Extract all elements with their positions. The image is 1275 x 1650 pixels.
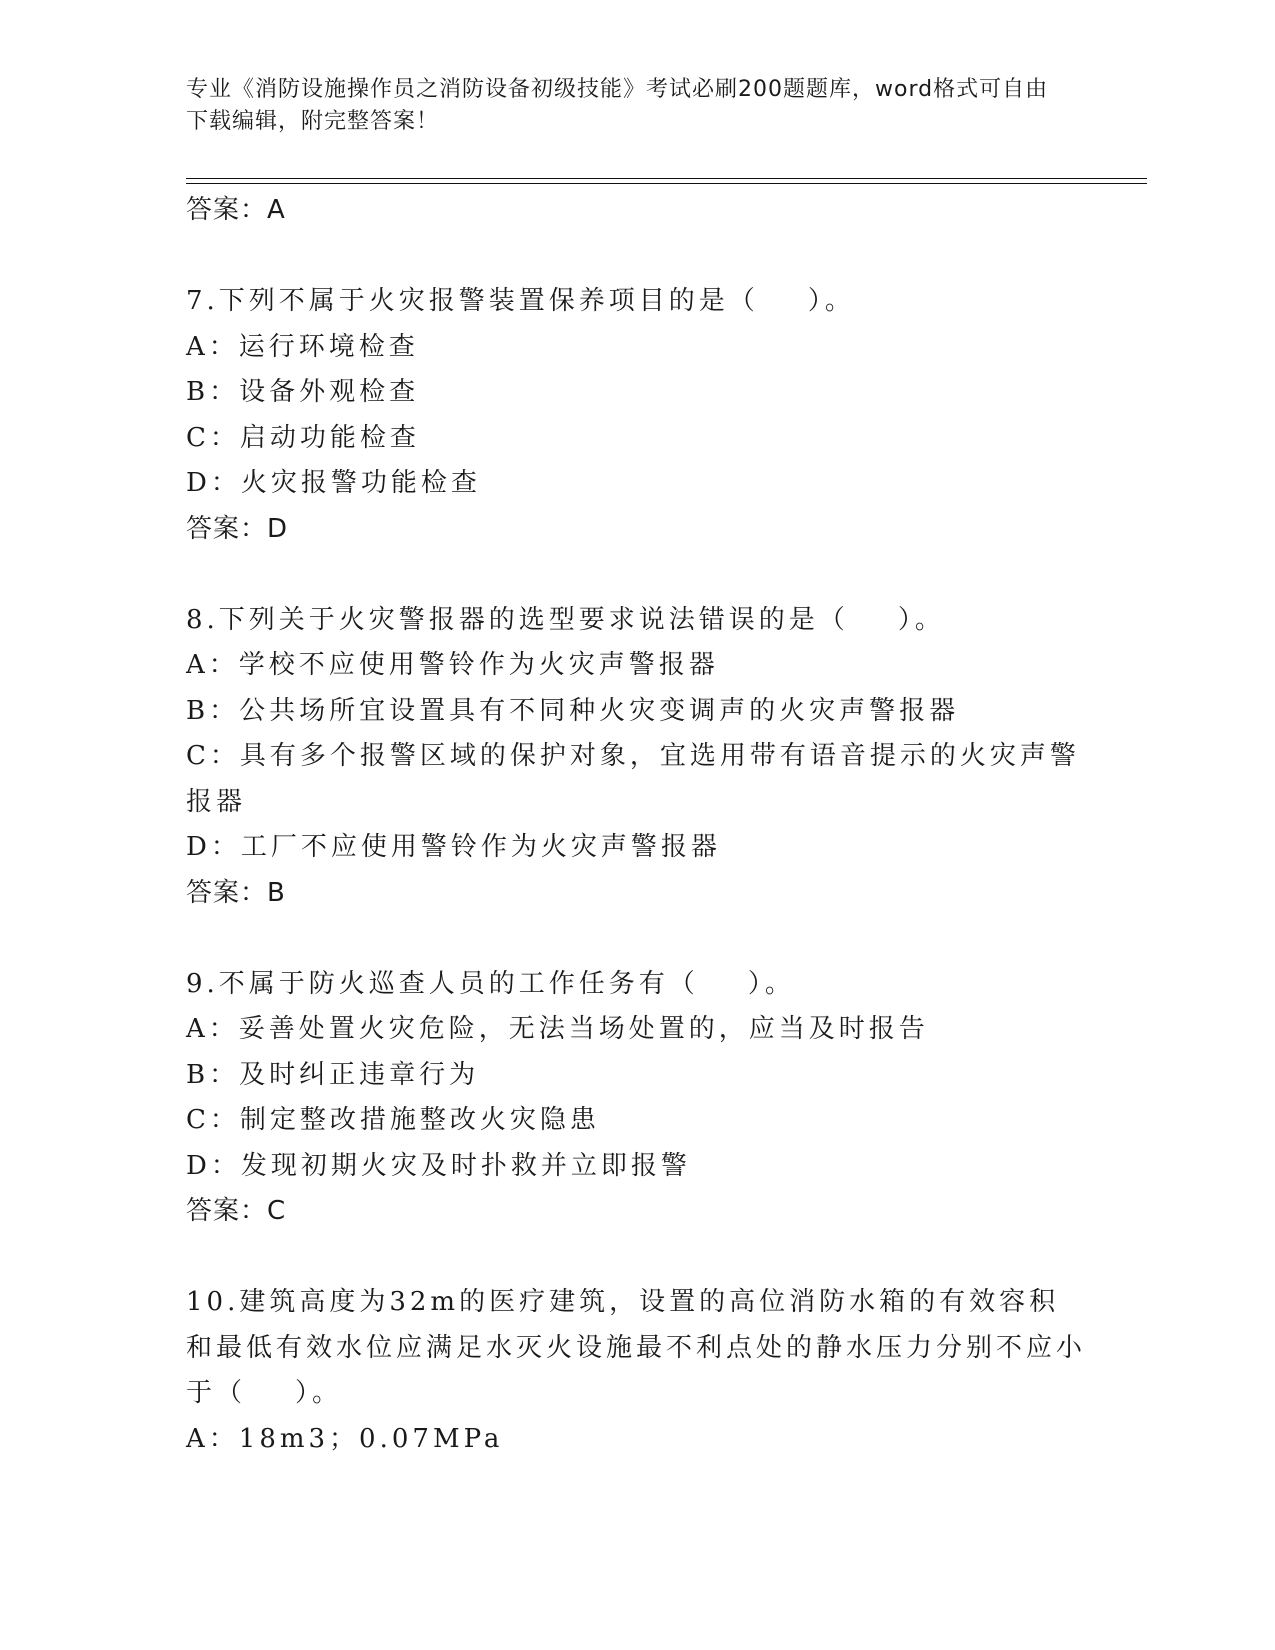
spacer [186, 552, 1086, 598]
spacer [186, 1235, 1086, 1281]
option-a: A：妥善处置火灾危险，无法当场处置的，应当及时报告 [186, 1014, 929, 1044]
option-b: B：公共场所宜设置具有不同种火灾变调声的火灾声警报器 [186, 695, 960, 726]
spacer [186, 916, 1086, 962]
option-d: D：火灾报警功能检查 [186, 468, 481, 498]
question-block [186, 279, 1086, 552]
answer-line: 答案：A [186, 195, 286, 225]
option-d: D：工厂不应使用警铃作为火灾声警报器 [186, 832, 721, 862]
question-block [186, 1280, 1086, 1462]
option-b: B：及时纠正违章行为 [186, 1059, 480, 1090]
option-a: A：学校不应使用警铃作为火灾声警报器 [186, 650, 719, 680]
option-c: C：制定整改措施整改火灾隐患 [186, 1105, 600, 1135]
document-body [186, 188, 1086, 1462]
document-header: 专业《消防设施操作员之消防设备初级技能》考试必刷200题题库，word格式可自由下载编辑，附完整答案！ [186, 77, 1049, 134]
question-stem: 7.下列不属于火灾报警装置保养项目的是（ ）。 [186, 286, 855, 316]
spacer [186, 234, 1086, 280]
question-stem: 9.不属于防火巡查人员的工作任务有（ ）。 [186, 968, 795, 999]
answer-line: 答案：D [186, 513, 289, 544]
question-block [186, 598, 1086, 917]
option-a: A：运行环境检查 [186, 331, 419, 362]
option-d: D：发现初期火灾及时扑救并立即报警 [186, 1150, 691, 1181]
option-b: B：设备外观检查 [186, 377, 420, 407]
question-block [186, 962, 1086, 1235]
option-c: C：具有多个报警区域的保护对象，宜选用带有语音提示的火灾声警报器 [186, 741, 1080, 817]
answer-line: 答案：C [186, 1196, 287, 1226]
option-a: A：18m3；0.07MPa [186, 1423, 504, 1454]
question-stem: 10.建筑高度为32m的医疗建筑，设置的高位消防水箱的有效容积和最低有效水位应满足水灭火设施最不利点处的静水压力分别不应小于（ ）。 [186, 1287, 1087, 1408]
question-stem: 8.下列关于火灾警报器的选型要求说法错误的是（ ）。 [186, 604, 945, 635]
answer-line: 答案：B [186, 877, 286, 908]
header-divider-top [186, 178, 1147, 179]
option-c: C：启动功能检查 [186, 422, 420, 453]
header-divider-bottom [186, 183, 1147, 184]
